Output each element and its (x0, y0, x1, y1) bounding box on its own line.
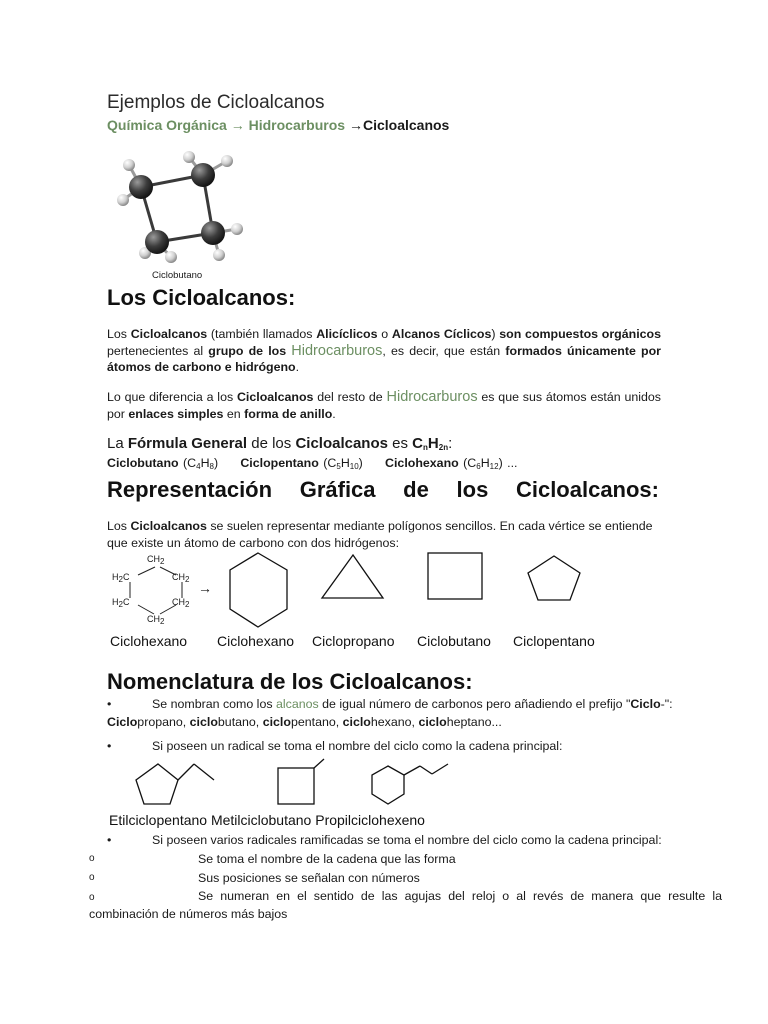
pentagon-shape (522, 552, 588, 604)
bullet-1-examples: Ciclopropano, ciclobutano, ciclopentano, ciclohexano, cicloheptano... (107, 715, 502, 729)
label-ciclopentano: Ciclopentano (513, 633, 595, 649)
square-shape (423, 550, 485, 602)
formula-examples: Ciclobutano $(C_4H_8)$ Ciclopentano $(C_5H_{10})$ Ciclohexano $(C_6H_{12})$ ... (107, 456, 518, 471)
bullet-marker: • (107, 739, 112, 753)
bullet-2-text: Si poseen un radical se toma el nombre del ciclo como la cadena principal: (152, 739, 563, 753)
triangle-shape (318, 550, 388, 602)
sub-marker: o (89, 892, 95, 903)
cyclobutane-3d-model (105, 145, 245, 275)
cyclohexane-condensed-structure: $CH_2$ $H_2C$ $CH_2$ $H_2C$ $CH_2$ $CH_2$ (112, 554, 190, 626)
page-title: Ejemplos de Cicloalcanos (107, 92, 325, 113)
paragraph-definition: Los Cicloalcanos (también llamados Alicíclicos o Alcanos Cíclicos) son compuestos orgánicos pertenecientes al grupo de los Hidrocarburos, es decir, que están formados únicamente por átomos de carbono e hidrógeno. (107, 327, 662, 374)
sub-marker: o (89, 853, 95, 864)
metilciclobutano-structure (272, 756, 332, 808)
label-ciclopropano: Ciclopropano (312, 633, 395, 649)
sub-marker: o (89, 872, 95, 883)
paragraph-representation: Los Cicloalcanos se suelen representar mediante polígonos sencillos. En cada vértice se entiende que existe un átomo de carbono con dos hidrógenos: (107, 519, 653, 550)
section-heading-cicloalcanos: Los Cicloalcanos: (107, 285, 296, 310)
molecule-caption: Ciclobutano (152, 270, 203, 281)
paragraph-difference: Lo que diferencia a los Cicloalcanos del resto de Hidrocarburos es que sus átomos están unidos por enlaces simples en forma de anillo. (107, 389, 661, 421)
section-heading-representacion: Representación Gráfica de los Cicloalcanos: (107, 477, 659, 502)
breadcrumb-arrow: → (230, 117, 245, 133)
label-ciclohexano-2: Ciclohexano (217, 633, 295, 649)
label-ciclohexano: Ciclohexano (110, 633, 188, 649)
label-ciclobutano: Ciclobutano (417, 633, 491, 649)
bullet-marker: • (107, 833, 112, 847)
section-heading-nomenclatura: Nomenclatura de los Cicloalcanos: (107, 669, 473, 694)
breadcrumb-link-quimica-organica[interactable]: Química Orgánica (107, 117, 227, 133)
bullet-3-text: Si poseen varios radicales ramificadas se toma el nombre del ciclo como la cadena principal: (152, 833, 662, 847)
general-formula-line: La Fórmula General de los Cicloalcanos es $C_nH_{2n}$: (107, 435, 453, 452)
etilciclopentano-structure (120, 758, 220, 810)
breadcrumb (107, 117, 449, 133)
bullet-2-labels: Etilciclopentano Metilciclobutano Propilciclohexeno (109, 812, 425, 828)
breadcrumb-arrow: → (348, 117, 363, 133)
sub-item-3: o Se numeran en el sentido de las agujas del reloj o al revés de manera que resulte la combinación de números más bajos (89, 889, 722, 921)
bullet-1-text: Se nombran como los alcanos de igual número de carbonos pero añadiendo el prefijo "Ciclo-": (152, 697, 673, 711)
propilciclohexeno-structure (364, 756, 454, 810)
bullet-marker: • (107, 697, 112, 711)
arrow-right-icon: → (198, 580, 212, 596)
breadcrumb-current: Cicloalcanos (362, 117, 450, 133)
link-hidrocarburos[interactable]: Hidrocarburos (291, 342, 383, 359)
breadcrumb-link-hidrocarburos[interactable]: Hidrocarburos (248, 117, 346, 133)
link-hidrocarburos-2[interactable]: Hidrocarburos (386, 389, 478, 405)
link-alcanos[interactable]: alcanos (275, 697, 319, 711)
hexagon-shape (220, 548, 300, 633)
